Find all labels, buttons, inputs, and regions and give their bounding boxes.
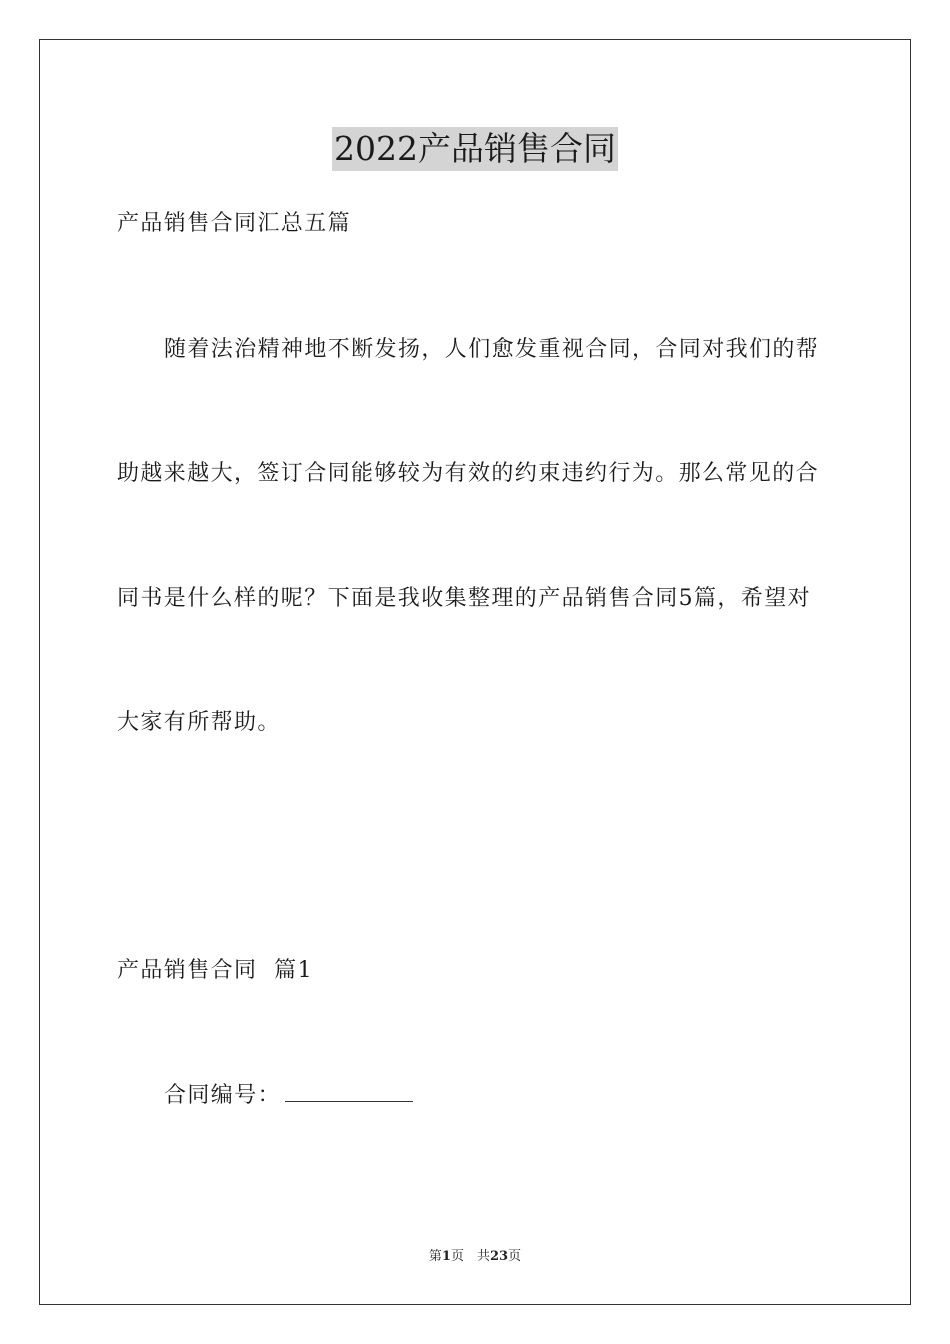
section-heading: 产品销售合同 篇1	[117, 958, 313, 983]
intro-line-2: 助越来越大，签订合同能够较为有效的约束违约行为。那么常见的合	[117, 461, 820, 486]
page-footer	[0, 1248, 950, 1266]
contract-number-label: 合同编号：	[164, 1083, 282, 1108]
intro-line-3: 同书是什么样的呢？下面是我收集整理的产品销售合同5篇，希望对	[117, 586, 811, 611]
footer-total-pages: 23	[489, 1249, 509, 1264]
contract-number-row	[164, 1081, 413, 1111]
footer-current-page: 1	[441, 1249, 451, 1264]
document-title: 2022产品销售合同	[332, 127, 618, 171]
footer-prefix: 第	[428, 1249, 442, 1264]
document-subtitle: 产品销售合同汇总五篇	[117, 211, 352, 236]
intro-line-1: 随着法治精神地不断发扬，人们愈发重视合同，合同对我们的帮	[164, 337, 820, 362]
contract-number-blank	[285, 1081, 413, 1102]
footer-suffix: 页	[508, 1249, 522, 1264]
intro-line-4: 大家有所帮助。	[117, 710, 281, 735]
footer-mid: 页 共	[450, 1249, 490, 1264]
title-container	[0, 127, 950, 171]
